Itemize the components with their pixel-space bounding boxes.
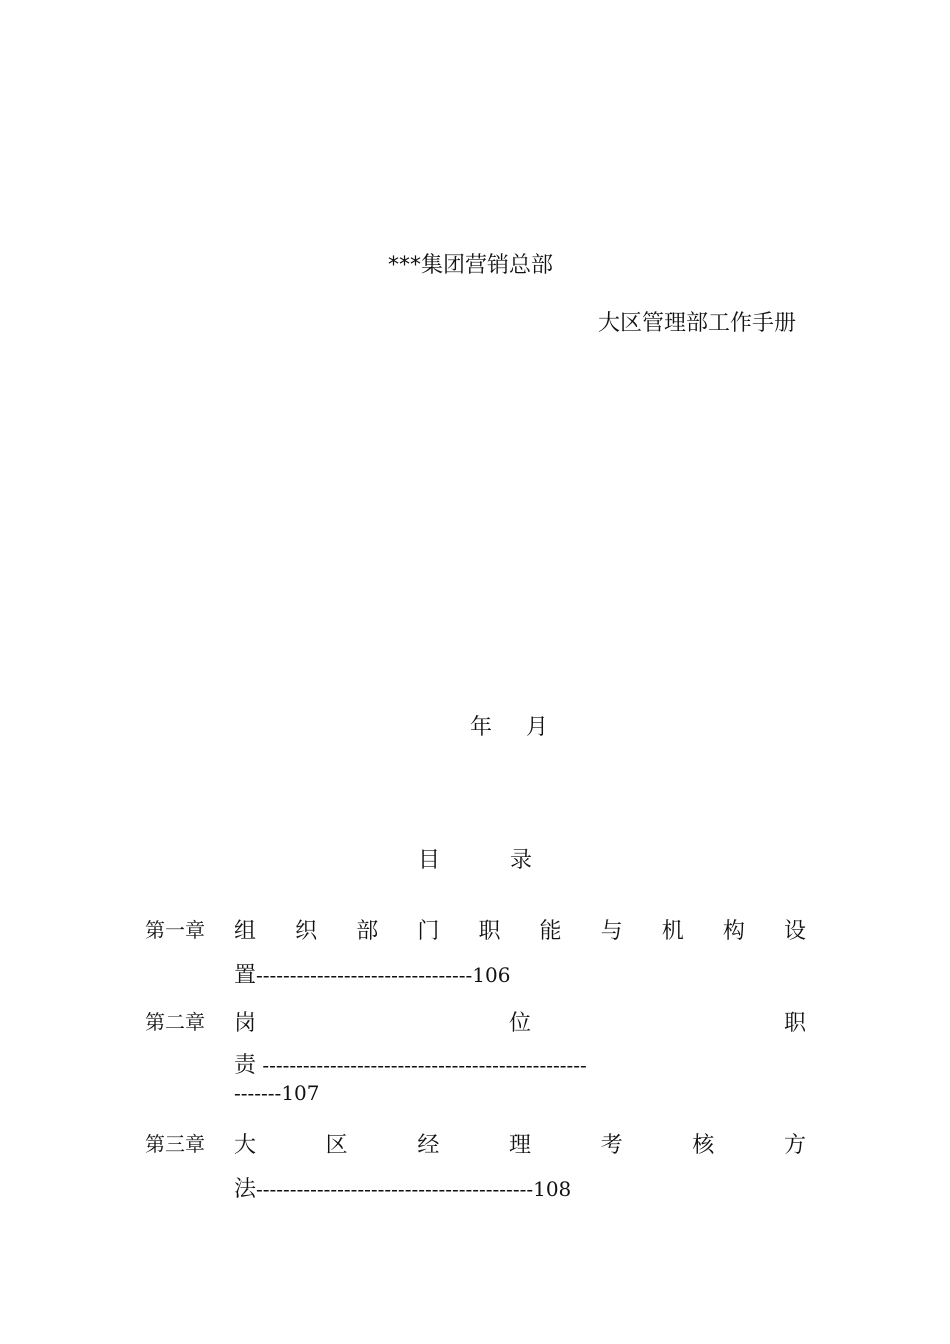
toc-char: 考: [600, 1133, 623, 1158]
toc-char: 部: [356, 919, 379, 944]
toc-char: 理: [508, 1133, 531, 1158]
toc-entry-1-title[interactable]: [234, 914, 806, 945]
dot-leader: -------: [234, 1081, 282, 1105]
toc-char: 核: [692, 1133, 715, 1158]
toc-entry-2-title[interactable]: [234, 1006, 806, 1037]
toc-char: 组: [234, 919, 257, 944]
toc-chapter-2: 第二章: [145, 1010, 205, 1034]
toc-char: 设: [783, 919, 806, 944]
toc-char: 位: [508, 1011, 531, 1036]
toc-char: 门: [417, 919, 440, 944]
toc-char: 置: [234, 963, 257, 988]
toc-char: 区: [325, 1133, 348, 1158]
toc-chapter-3: 第三章: [145, 1132, 205, 1156]
toc-entry-3-leader[interactable]: [234, 1172, 571, 1203]
toc-entry-2-leader[interactable]: [234, 1048, 587, 1079]
toc-entry-3-title[interactable]: [234, 1128, 806, 1159]
dot-leader: -----------------------------------------: [256, 1177, 534, 1201]
toc-char: 机: [661, 919, 684, 944]
page-number: 108: [533, 1177, 572, 1201]
page-number: 106: [472, 963, 511, 987]
date-line: [470, 710, 548, 741]
toc-char: 责: [234, 1053, 257, 1078]
page-number: 107: [281, 1081, 320, 1105]
toc-char: 方: [783, 1133, 806, 1158]
org-name: ***集团营销总部: [388, 253, 554, 278]
toc-char: 经: [417, 1133, 440, 1158]
manual-title: 大区管理部工作手册: [598, 311, 797, 336]
toc-char: 织: [295, 919, 318, 944]
toc-char: 大: [234, 1133, 257, 1158]
toc-heading: [418, 843, 532, 874]
toc-entry-1-leader[interactable]: [234, 958, 510, 989]
toc-chapter-1: 第一章: [145, 918, 205, 942]
toc-char: 与: [600, 919, 623, 944]
toc-char: 法: [234, 1177, 257, 1202]
toc-char: 职: [783, 1011, 806, 1036]
toc-char: 构: [722, 919, 745, 944]
dot-leader: ------------------------------------------------: [256, 1053, 587, 1077]
toc-heading-right: 录: [510, 848, 533, 873]
toc-char: 职: [478, 919, 501, 944]
toc-heading-left: 目: [418, 848, 441, 873]
year-label: 年: [470, 715, 493, 740]
dot-leader: --------------------------------: [256, 963, 473, 987]
month-label: 月: [526, 715, 549, 740]
toc-char: 能: [539, 919, 562, 944]
toc-entry-2-leader-cont[interactable]: [234, 1081, 320, 1105]
toc-char: 岗: [234, 1011, 257, 1036]
